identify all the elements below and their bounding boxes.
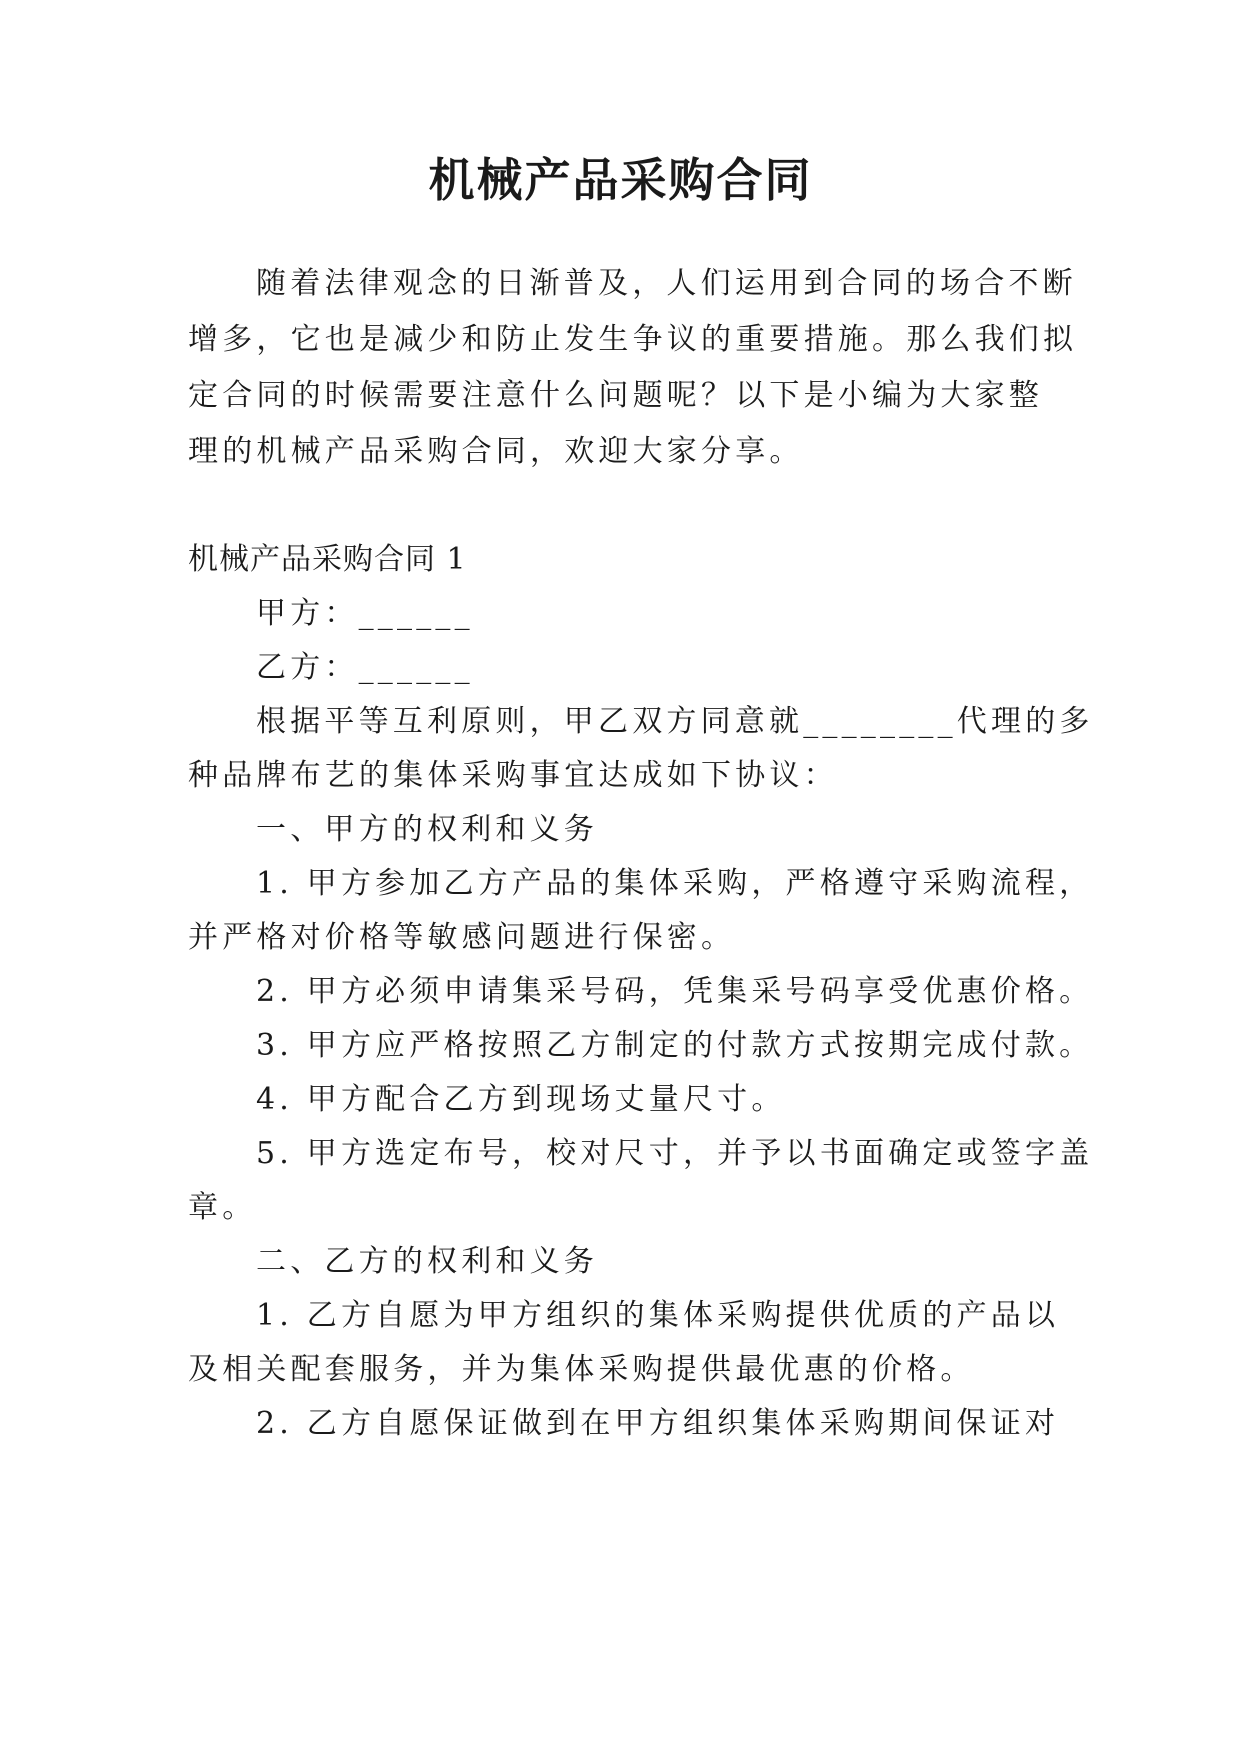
intro-paragraph-line: 定合同的时候需要注意什么问题呢？以下是小编为大家整: [188, 378, 1043, 413]
clause-line: 1. 甲方参加乙方产品的集体采购，严格遵守采购流程，: [256, 866, 1094, 901]
clause-line: 3. 甲方应严格按照乙方制定的付款方式按期完成付款。: [256, 1028, 1094, 1063]
clause-line: 5. 甲方选定布号，校对尺寸，并予以书面确定或签字盖: [256, 1136, 1094, 1171]
document-title: 机械产品采购合同: [428, 153, 813, 207]
section-heading: 二、乙方的权利和义务: [256, 1244, 598, 1279]
section-heading: 一、甲方的权利和义务: [256, 812, 598, 847]
party-b-line: 乙方：______: [256, 650, 474, 685]
clause-line: 章。: [188, 1190, 257, 1225]
intro-paragraph-line: 随着法律观念的日渐普及，人们运用到合同的场合不断: [256, 266, 1077, 301]
contract-heading: 机械产品采购合同 1: [188, 542, 467, 577]
clause-line: 及相关配套服务，并为集体采购提供最优惠的价格。: [188, 1352, 975, 1387]
intro-paragraph-line: 理的机械产品采购合同，欢迎大家分享。: [188, 434, 804, 469]
clause-line: 4. 甲方配合乙方到现场丈量尺寸。: [256, 1082, 786, 1117]
intro-paragraph-line: 增多，它也是减少和防止发生争议的重要措施。那么我们拟: [188, 322, 1078, 357]
agreement-line: 根据平等互利原则，甲乙双方同意就________代理的多: [256, 704, 1094, 739]
clause-line: 2. 甲方必须申请集采号码，凭集采号码享受优惠价格。: [256, 974, 1094, 1009]
clause-line: 1. 乙方自愿为甲方组织的集体采购提供优质的产品以: [256, 1298, 1060, 1333]
agreement-line: 种品牌布艺的集体采购事宜达成如下协议：: [188, 758, 838, 793]
party-a-line: 甲方：______: [256, 596, 474, 631]
clause-line: 并严格对价格等敏感问题进行保密。: [188, 920, 736, 955]
clause-line: 2. 乙方自愿保证做到在甲方组织集体采购期间保证对: [256, 1406, 1060, 1441]
